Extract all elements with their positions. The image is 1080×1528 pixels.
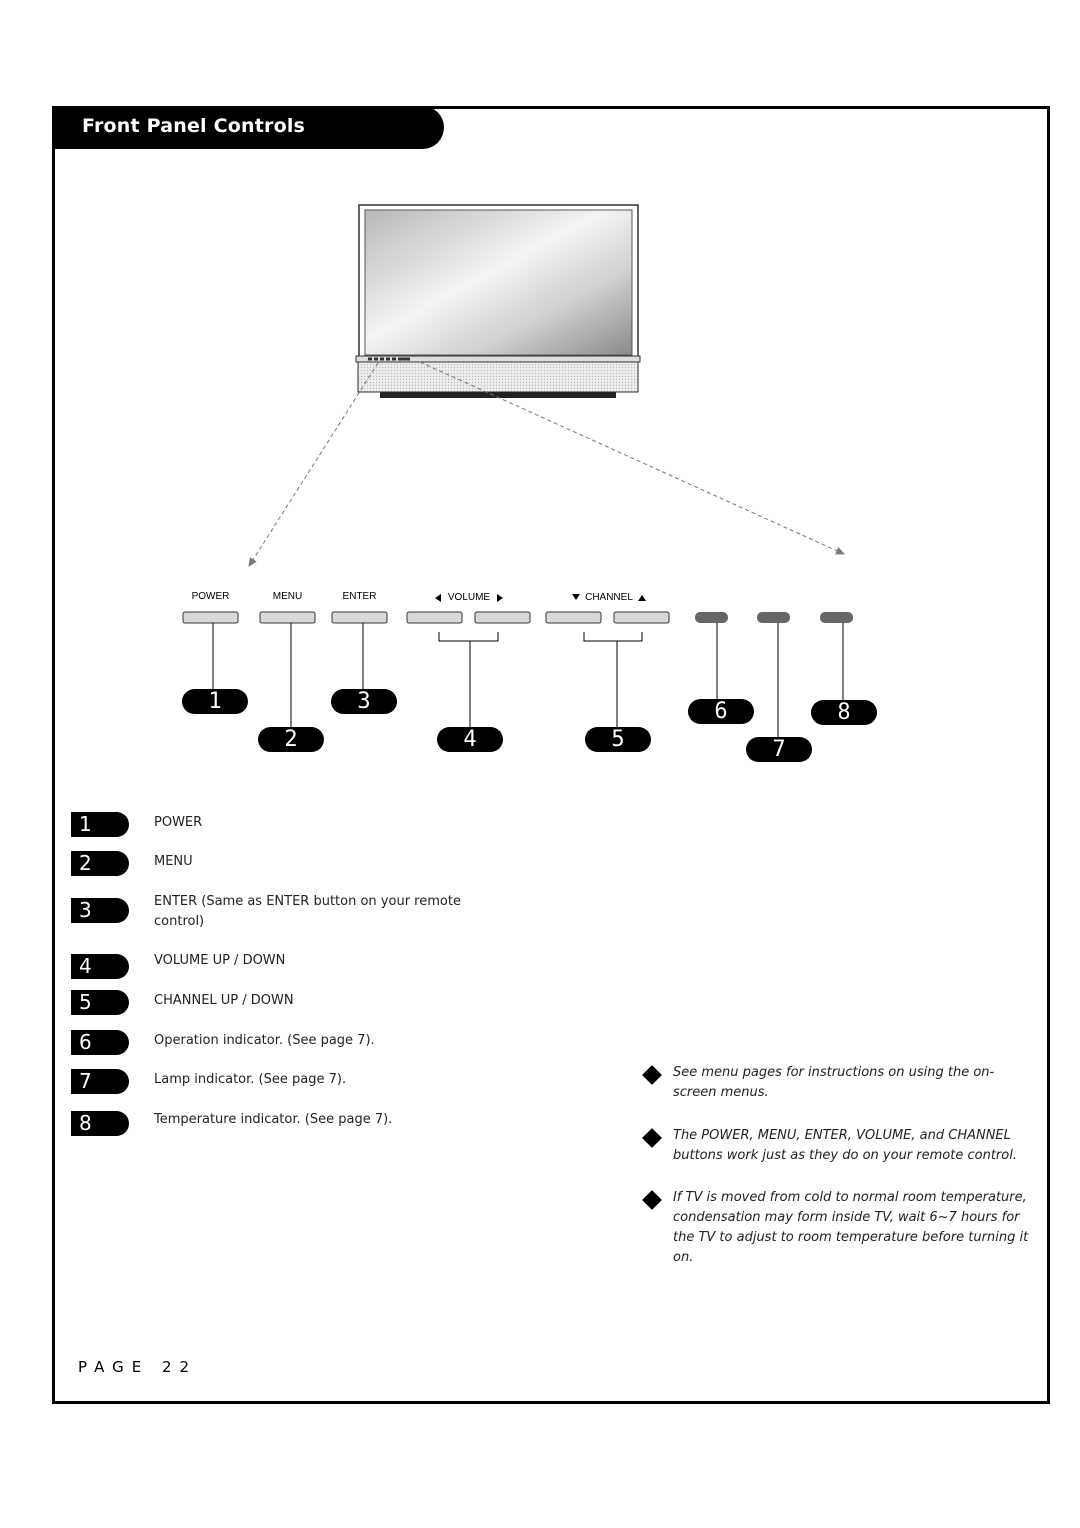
legend-text-5: CHANNEL UP / DOWN [154,993,294,1008]
callout-5: 5 [585,727,651,752]
legend-text-8: Temperature indicator. (See page 7). [154,1112,393,1127]
channel-down-arrow-icon [572,594,580,600]
panel-enter-button [332,612,387,623]
panel-label-menu: MENU [272,591,303,602]
panel-label-power: POWER [191,591,230,602]
tv-set [356,205,640,398]
panel-power-button [183,612,238,623]
callout-3: 3 [331,689,397,714]
legend-number-7: 7 [71,1069,129,1094]
panel-menu-button [260,612,315,623]
page-title: Front Panel Controls [82,115,306,137]
temperature-indicator-led [820,612,853,623]
channel-up-arrow-icon [638,595,646,601]
legend-number-6: 6 [71,1030,129,1055]
volume-right-arrow-icon [497,594,503,602]
panel-volume-up-button [475,612,530,623]
panel-channel-up-button [614,612,669,623]
callout-8: 8 [811,700,877,725]
panel-label-volume: VOLUME [447,592,491,603]
legend-text-2: MENU [154,854,193,869]
callout-2: 2 [258,727,324,752]
legend-text-1: POWER [154,815,203,830]
panel-label-channel: CHANNEL [585,592,633,603]
legend-number-4: 4 [71,954,129,979]
callout-1: 1 [182,689,248,714]
legend-number-8: 8 [71,1111,129,1136]
legend-number-1: 1 [71,812,129,837]
panel-channel-down-button [546,612,601,623]
panel-label-enter: ENTER [342,591,377,602]
legend-number-3: 3 [71,898,129,923]
page-number: PAGE 22 [78,1358,198,1376]
callout-7: 7 [746,737,812,762]
note-text: If TV is moved from cold to normal room temperature, condensation may form inside TV, wait 6~7 hours for the TV to adjust to room temperature before turning it on. [673,1190,1029,1265]
legend-text-7: Lamp indicator. (See page 7). [154,1072,347,1087]
tv-mini-buttons [368,358,410,361]
callout-6: 6 [688,699,754,724]
leader-arrow-left [249,363,378,566]
legend-text-6: Operation indicator. (See page 7). [154,1033,375,1048]
legend-number-2: 2 [71,851,129,876]
callout-4: 4 [437,727,503,752]
operation-indicator-led [695,612,728,623]
legend-text-4: VOLUME UP / DOWN [154,953,286,968]
tv-speaker-grille [358,362,638,392]
tv-screen [365,210,632,355]
volume-left-arrow-icon [435,594,441,602]
note-text: The POWER, MENU, ENTER, VOLUME, and CHANNEL buttons work just as they do on your remote control. [673,1128,1017,1163]
legend-text-3: ENTER (Same as ENTER button on your remote control) [154,894,461,929]
panel-volume-down-button [407,612,462,623]
note-text: See menu pages for instructions on using the on-screen menus. [673,1065,995,1100]
lamp-indicator-led [757,612,790,623]
legend-number-5: 5 [71,990,129,1015]
